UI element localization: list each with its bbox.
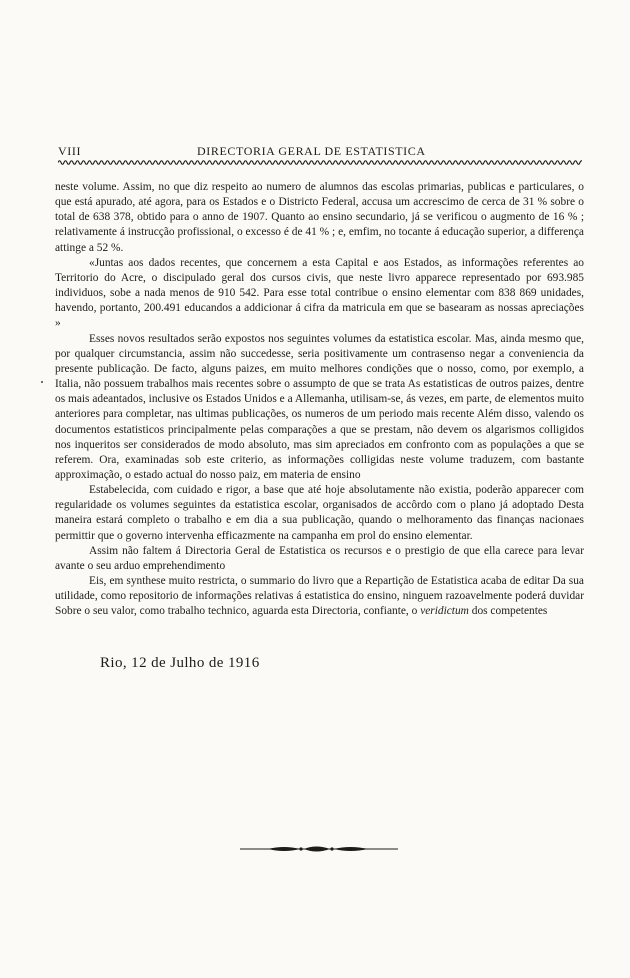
running-title: DIRECTORIA GERAL DE ESTATISTICA bbox=[197, 144, 426, 158]
paragraph-3: Esses novos resultados serão expostos nos seguintes volumes da estatistica escolar. Mas, ainda mesmo que, por qualquer circumstancia, assim não succedesse, seria positivamente um contrasenso negar a conveniencia da presente publicação. De facto, alguns paizes, em muito melhores condições que o nosso, como, por exemplo, a Italia, não possuem trabalhos mais recentes sobre o assumpto de que se trata As estatisticas de outros paizes, dentre os mais adeantados, inclusive os Estados Unidos e a Allemanha, utilisam-se, ás vezes, em parte, de elementos muito anteriores para completar, nas ultimas publicações, os numeros de um periodo mais recente Além disso, valendo os documentos estatisticos principalmente pelas comparações a que se prestam, não devem os algarismos colligidos nos inqueritos ser considerados de modo absoluto, mas sim apreciados em confronto com as populações a que se referem. Ora, examinadas sob este criterio, as informações colligidas neste volume traduzem, com bastante approximação, o estado actual do nosso paiz, em materia de ensino bbox=[55, 332, 584, 481]
page-folio: VIII bbox=[58, 144, 82, 158]
body-text bbox=[55, 180, 584, 620]
wavy-rule bbox=[58, 158, 582, 167]
dateline: Rio, 12 de Julho de 1916 bbox=[100, 655, 260, 671]
margin-speck bbox=[41, 381, 43, 383]
paragraph-2: «Juntas aos dados recentes, que concernem a esta Capital e aos Estados, as informações referentes ao Territorio do Acre, o discipulado geral dos cursos civis, que neste livro apparece representado por 693.985 individuos, sobe a nada menos de 910 542. Para esse total contribue o ensino elementar com 838 869 unidades, havendo, portanto, 200.491 educandos a addicionar á cifra da matricula em que se basearam as nossas apreciações » bbox=[55, 256, 584, 330]
paragraph-4: Estabelecida, com cuidado e rigor, a base que até hoje absolutamente não existia, poderão apparecer com regularidade os volumes seguintes da estatistica escolar, organisados de accôrdo com o plano já adoptado Desta maneira estará completo o trabalho e em dia a sua publicação, quando o melhoramento das finanças nacionaes permittir que o governo intervenha efficazmente na campanha em prol do ensino elementar. bbox=[55, 484, 584, 542]
paragraph-1: neste volume. Assim, no que diz respeito ao numero de alumnos das escolas primarias, publicas e particulares, o que está apurado, até agora, para os Estados e o Districto Federal, accusa um accrescimo de cerca de 31 % sobre o total de 638 378, obtido para o anno de 1907. Quanto ao ensino secundario, já se verificou o augmento de 16 % ; relativamente á instrucção profissional, o excesso é de 41 % ; e, emfim, no tocante á educação superior, a differença attinge a 52 %. bbox=[55, 181, 584, 254]
paragraph-6-text: Eis, em synthese muito restricta, o summario do livro que a Repartição de Estatistica acaba de editar Da sua utilidade, como repositorio de informações relativas á estatistica do ensino, ninguem razoavelmente poderá duvidar Sobre o seu valor, como trabalho technico, aguarda esta Directoria, confiante, o bbox=[55, 575, 584, 618]
ornamental-tailpiece bbox=[240, 843, 398, 855]
paragraph-6 bbox=[55, 574, 584, 619]
signature-image bbox=[338, 689, 558, 749]
italic-term: veridictum bbox=[420, 605, 469, 618]
paragraph-6-end: dos competentes bbox=[471, 605, 548, 618]
paragraph-5: Assim não faltem á Directoria Geral de Estatistica os recursos e o prestigio de que ella carece para levar avante o seu arduo emprehendimento bbox=[55, 544, 584, 572]
